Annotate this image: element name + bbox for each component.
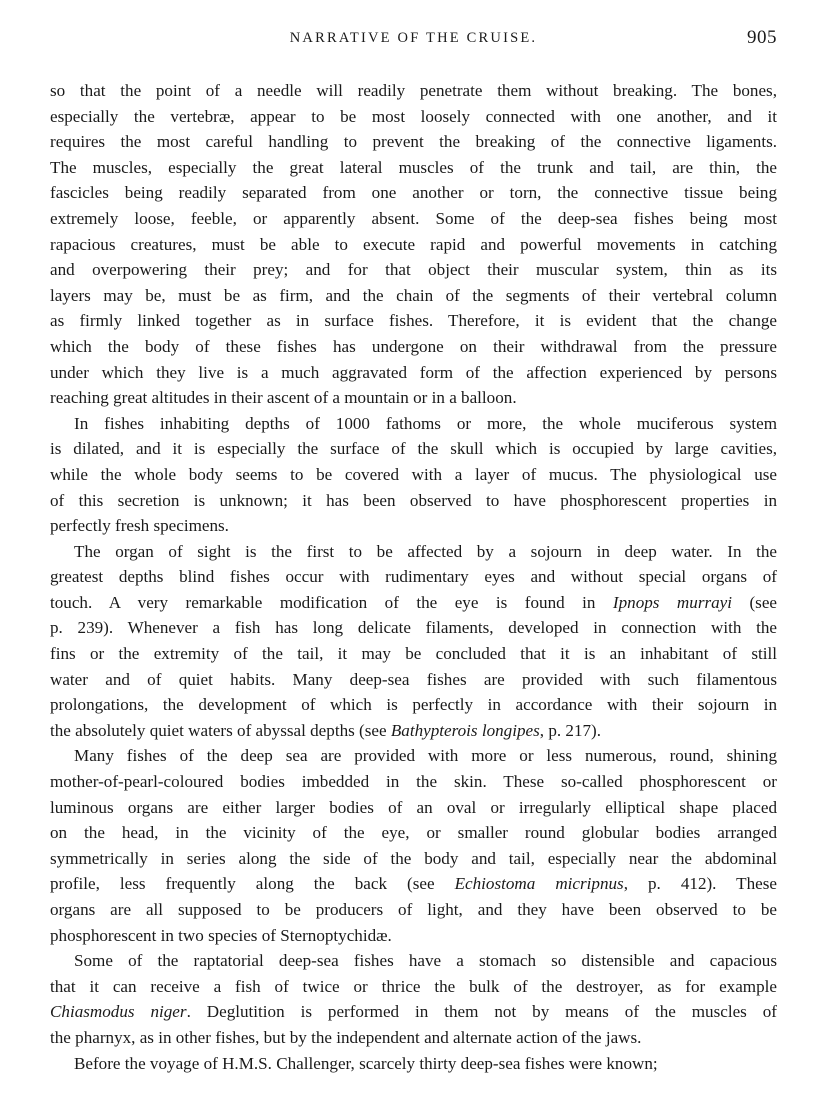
text-run: under which they live is a much aggravated form of the affection experienced by persons <box>50 362 777 382</box>
text-line <box>50 820 777 846</box>
text-run: requires the most careful handling to prevent the breaking of the connective ligaments. <box>50 132 777 152</box>
text-line <box>50 360 777 386</box>
text-run: symmetrically in series along the side of the body and tail, especially near the abdominal <box>50 848 777 868</box>
text-line <box>50 718 777 744</box>
text-line <box>50 513 777 539</box>
text-run: perfectly fresh specimens. <box>50 516 229 536</box>
text-line <box>50 104 777 130</box>
text-run: is dilated, and it is especially the surface of the skull which is occupied by large cavities, <box>50 439 777 459</box>
text-line <box>50 615 777 641</box>
text-run: and overpowering their prey; and for that object their muscular system, thin as its <box>50 260 777 280</box>
text-run: on the head, in the vicinity of the eye, or smaller round globular bodies arranged <box>50 823 777 843</box>
text-run: Many fishes of the deep sea are provided with more or less numerous, round, shining <box>74 746 777 766</box>
text-line <box>50 232 777 258</box>
text-run: In fishes inhabiting depths of 1000 fathoms or more, the whole muciferous system <box>74 413 777 433</box>
text-line <box>50 641 777 667</box>
text-run: The muscles, especially the great lateral muscles of the trunk and tail, are thin, the <box>50 157 777 177</box>
text-line <box>50 78 777 104</box>
text-line <box>50 897 777 923</box>
text-line <box>50 590 777 616</box>
text-line <box>50 692 777 718</box>
text-line <box>50 539 777 565</box>
paragraph <box>50 411 777 539</box>
text-run: organs are all supposed to be producers of light, and they have been observed to be <box>50 900 777 919</box>
text-run: fascicles being readily separated from one another or torn, the connective tissue being <box>50 183 777 203</box>
text-run: water and of quiet habits. Many deep-sea fishes are provided with such filamentous <box>50 669 777 689</box>
text-line <box>50 974 777 1000</box>
species-name: Ipnops murrayi <box>612 592 733 612</box>
text-run: Some of the raptatorial deep-sea fishes have a stomach so distensible and capacious <box>74 951 777 971</box>
text-run: while the whole body seems to be covered with a layer of mucus. The physiological use <box>50 464 777 484</box>
paragraph <box>50 1051 777 1077</box>
text-run: touch. A very remarkable modification of the eye is found in <box>50 592 613 612</box>
text-line <box>50 308 777 334</box>
text-run: phosphorescent in two species of Sternoptychidæ. <box>50 925 392 945</box>
paragraph <box>50 539 777 744</box>
text-line <box>50 411 777 437</box>
text-line <box>50 155 777 181</box>
text-run: luminous organs are either larger bodies of an oval or irregularly elliptical shape placed <box>50 797 777 817</box>
text-line <box>50 334 777 360</box>
page-number: 905 <box>747 27 777 48</box>
text-line <box>50 769 777 795</box>
text-run: the pharnyx, as in other fishes, but by the independent and alternate action of the jaws. <box>50 1027 642 1047</box>
text-run: layers may be, must be as firm, and the chain of the segments of their vertebral column <box>50 285 777 305</box>
text-run: so that the point of a needle will readily penetrate them without breaking. The bones, <box>50 81 777 100</box>
text-line <box>50 436 777 462</box>
text-run: that it can receive a fish of twice or thrice the bulk of the destroyer, as for example <box>50 976 777 996</box>
text-line <box>50 1051 777 1077</box>
text-run: extremely loose, feeble, or apparently absent. Some of the deep-sea fishes being most <box>50 208 777 228</box>
text-run: , p. 412). These <box>623 874 777 894</box>
text-run: reaching great altitudes in their ascent of a mountain or in a balloon. <box>50 388 517 408</box>
text-run: which the body of these fishes has undergone on their withdrawal from the pressure <box>50 336 777 356</box>
text-line <box>50 743 777 769</box>
text-run: , p. 217). <box>539 720 602 740</box>
species-name: Chiasmodus niger <box>50 1002 187 1022</box>
text-line <box>50 795 777 821</box>
text-run: mother-of-pearl-coloured bodies imbedded in the skin. These so-called phosphorescent or <box>50 772 777 792</box>
text-line <box>50 283 777 309</box>
text-run: rapacious creatures, must be able to execute rapid and powerful movements in catching <box>50 234 777 254</box>
text-line <box>50 999 777 1025</box>
text-line <box>50 257 777 283</box>
text-line <box>50 667 777 693</box>
text-line <box>50 206 777 232</box>
text-line <box>50 564 777 590</box>
body-text <box>50 78 777 1076</box>
text-run: profile, less frequently along the back (see <box>50 874 455 894</box>
text-run: p. 239). Whenever a fish has long delicate filaments, developed in connection with the <box>50 618 777 638</box>
paragraph <box>50 78 777 411</box>
text-run: especially the vertebræ, appear to be most loosely connected with one another, and it <box>50 106 777 126</box>
text-line <box>50 923 777 949</box>
text-run: The organ of sight is the first to be affected by a sojourn in deep water. In the <box>74 541 777 561</box>
running-title: NARRATIVE OF THE CRUISE. <box>289 30 538 46</box>
paragraph <box>50 743 777 948</box>
text-run: fins or the extremity of the tail, it may be concluded that it is an inhabitant of still <box>50 644 777 664</box>
page-header <box>50 27 777 60</box>
text-run: of this secretion is unknown; it has been observed to have phosphorescent properties in <box>50 490 777 510</box>
text-line <box>50 129 777 155</box>
species-name: Bathypterois longipes <box>390 720 540 740</box>
text-run: (see <box>732 592 778 612</box>
text-line <box>50 871 777 897</box>
text-line <box>50 948 777 974</box>
text-run: greatest depths blind fishes occur with rudimentary eyes and without special organs of <box>50 567 777 587</box>
text-line <box>50 180 777 206</box>
text-line <box>50 846 777 872</box>
text-line <box>50 385 777 411</box>
text-run: Before the voyage of H.M.S. Challenger, scarcely thirty deep-sea fishes were known; <box>74 1053 658 1073</box>
text-run: the absolutely quiet waters of abyssal depths (see <box>50 720 391 740</box>
text-line <box>50 488 777 514</box>
text-line <box>50 462 777 488</box>
paragraph <box>50 948 777 1050</box>
text-run: as firmly linked together as in surface fishes. Therefore, it is evident that the change <box>50 311 777 331</box>
text-run: . Deglutition is performed in them not by means of the muscles of <box>186 1002 778 1022</box>
species-name: Echiostoma micripnus <box>454 874 624 894</box>
text-run: prolongations, the development of which is perfectly in accordance with their sojourn in <box>50 695 777 715</box>
text-line <box>50 1025 777 1051</box>
